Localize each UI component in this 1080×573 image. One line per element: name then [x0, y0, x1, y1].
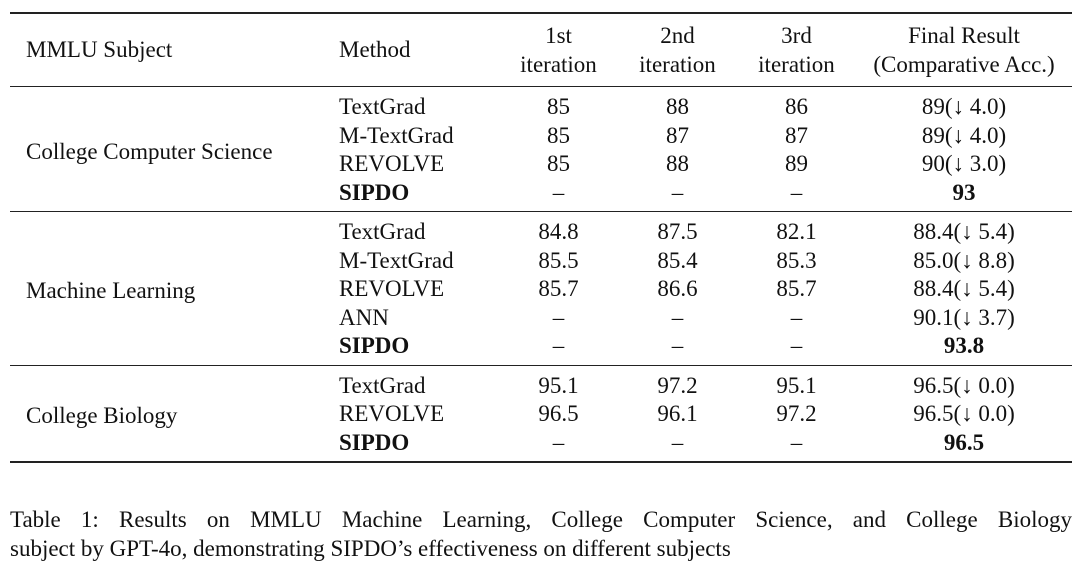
final-result-cell: 90.1(↓ 3.7) — [913, 304, 1015, 330]
iteration-3-cell: 85.3 — [776, 247, 817, 273]
iteration-2-cell: – — [671, 429, 684, 455]
table-caption — [10, 505, 1072, 563]
iteration-2-cell: 96.1 — [657, 401, 698, 426]
iteration-3-cell: 86 — [785, 94, 808, 119]
subject-cell: College Computer Science — [26, 138, 273, 164]
method-cell: M-TextGrad — [339, 247, 454, 273]
final-result-cell: 93 — [952, 179, 976, 205]
iteration-1-cell: 85.5 — [538, 247, 579, 273]
table-header — [10, 13, 1072, 87]
header-iteration-2-line2: iteration — [639, 51, 716, 77]
iteration-3-cell: 87 — [785, 122, 808, 148]
group-machine-learning — [10, 212, 1072, 366]
header-iteration-1-line1: 1st — [545, 23, 572, 48]
results-table — [10, 12, 1072, 463]
iteration-2-cell: 86.6 — [657, 276, 698, 301]
method-cell: SIPDO — [339, 179, 410, 205]
header-iteration-1 — [499, 13, 618, 87]
iteration-2-cell: 85.4 — [657, 247, 698, 273]
subject-cell: College Biology — [26, 403, 178, 428]
iteration-3-cell: 95.1 — [776, 372, 817, 398]
header-final-line2: (Comparative Acc.) — [873, 51, 1055, 77]
iteration-3-cell: – — [790, 179, 803, 205]
final-result-cell: 85.0(↓ 8.8) — [913, 247, 1015, 273]
caption-line-2: subject by GPT-4o, demonstrating SIPDO’s effectiveness on different subjects — [10, 536, 731, 561]
iteration-1-cell: 84.8 — [538, 219, 579, 244]
final-result-cell: 96.5(↓ 0.0) — [913, 372, 1015, 398]
iteration-1-cell: 96.5 — [538, 401, 579, 426]
iteration-2-cell: 87 — [666, 122, 689, 148]
header-subject-label: MMLU Subject — [26, 37, 173, 63]
iteration-3-cell: 85.7 — [776, 276, 817, 301]
iteration-1-cell: – — [552, 429, 565, 455]
iteration-3-cell: – — [790, 304, 803, 330]
method-cell: REVOLVE — [339, 151, 445, 176]
iteration-1-cell: 85 — [547, 94, 570, 119]
table-row — [10, 87, 1072, 122]
iteration-3-cell: 97.2 — [776, 401, 817, 426]
iteration-2-cell: 97.2 — [657, 372, 698, 398]
header-subject — [10, 13, 339, 87]
method-cell: SIPDO — [339, 429, 410, 455]
iteration-3-cell: 82.1 — [776, 219, 817, 244]
final-result-cell: 96.5(↓ 0.0) — [913, 401, 1015, 426]
final-result-cell: 89(↓ 4.0) — [921, 94, 1007, 119]
iteration-2-cell: – — [671, 333, 684, 358]
table-row — [10, 365, 1072, 400]
final-result-cell: 96.5 — [943, 429, 985, 455]
header-row — [10, 13, 1072, 87]
method-cell: ANN — [339, 304, 389, 330]
method-cell: M-TextGrad — [339, 122, 454, 148]
iteration-3-cell: 89 — [785, 151, 808, 176]
method-cell: REVOLVE — [339, 401, 445, 426]
method-cell: REVOLVE — [339, 276, 445, 301]
subject-cell: Machine Learning — [26, 278, 196, 303]
header-method-label: Method — [339, 37, 411, 63]
iteration-2-cell: 88 — [666, 151, 689, 176]
iteration-3-cell: – — [790, 333, 803, 358]
iteration-1-cell: 85 — [547, 122, 570, 148]
method-cell: TextGrad — [339, 219, 426, 244]
header-iteration-3-line1: 3rd — [781, 23, 812, 48]
iteration-1-cell: 85 — [547, 151, 570, 176]
header-final-result — [856, 13, 1072, 87]
iteration-2-cell: – — [671, 179, 684, 205]
final-result-cell: 90(↓ 3.0) — [921, 151, 1007, 176]
header-iteration-3-line2: iteration — [758, 51, 835, 77]
method-cell: TextGrad — [339, 372, 426, 398]
method-cell: SIPDO — [339, 333, 410, 358]
results-table-container — [10, 12, 1072, 463]
iteration-2-cell: 88 — [666, 94, 689, 119]
header-iteration-3 — [737, 13, 856, 87]
final-result-cell: 88.4(↓ 5.4) — [913, 219, 1015, 244]
iteration-1-cell: 95.1 — [538, 372, 579, 398]
header-iteration-1-line2: iteration — [520, 51, 597, 77]
method-cell: TextGrad — [339, 94, 426, 119]
iteration-1-cell: – — [552, 304, 565, 330]
group-college-biology — [10, 365, 1072, 462]
iteration-1-cell: – — [552, 333, 565, 358]
iteration-1-cell: – — [552, 179, 565, 205]
header-iteration-2-line1: 2nd — [660, 23, 695, 48]
caption-line-1: Table 1: Results on MMLU Machine Learning, College Computer Science, and College Biology — [10, 507, 1072, 532]
group-college-computer-science — [10, 87, 1072, 212]
iteration-2-cell: 87.5 — [657, 219, 698, 244]
iteration-3-cell: – — [790, 429, 803, 455]
table-row — [10, 212, 1072, 247]
final-result-cell: 89(↓ 4.0) — [921, 122, 1007, 148]
iteration-1-cell: 85.7 — [538, 276, 579, 301]
header-final-line1: Final Result — [908, 23, 1020, 48]
header-method — [339, 13, 499, 87]
final-result-cell: 88.4(↓ 5.4) — [913, 276, 1015, 301]
final-result-cell: 93.8 — [943, 333, 985, 358]
header-iteration-2 — [618, 13, 737, 87]
iteration-2-cell: – — [671, 304, 684, 330]
